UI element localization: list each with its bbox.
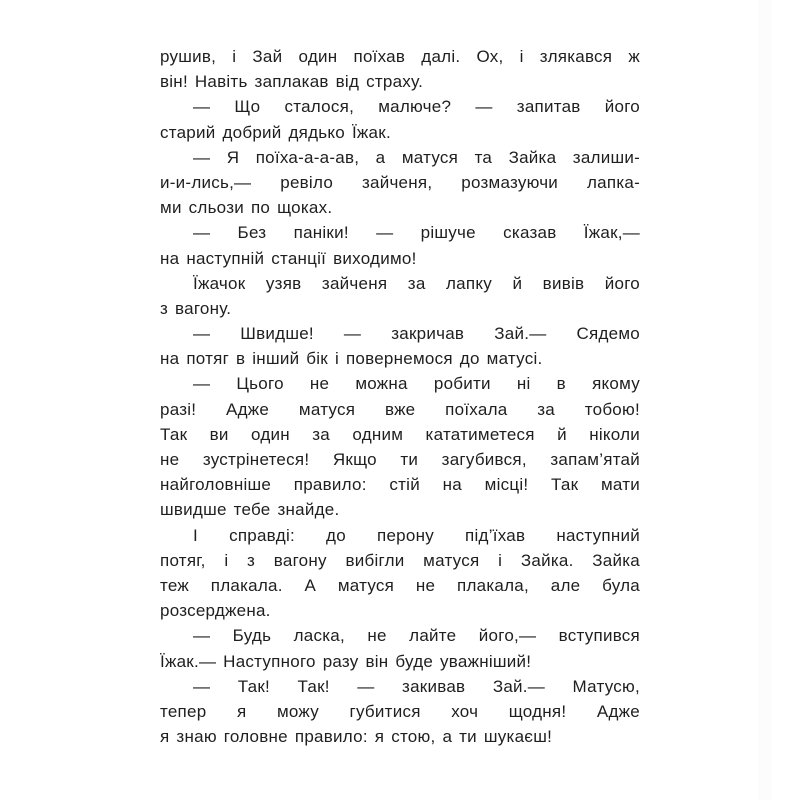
text-line: на потяг в інший бік і повернемося до матусі. [160, 349, 543, 369]
text-line: — Що сталося, малюче? — запитав його [193, 97, 640, 117]
paragraph [160, 674, 640, 750]
text-line: не зустрінетеся! Якщо ти загубився, запам’ятай [160, 450, 640, 469]
text-line: потяг, і з вагону вибігли матуся і Зайка. Зайка [160, 550, 640, 570]
text-line: Їжак.— Наступного разу він буде уважніший! [160, 651, 532, 671]
text-line: розсерджена. [160, 601, 271, 621]
paragraph [160, 94, 640, 144]
text-line: и-и-лись,— ревіло зайченя, розмазуючи лапка- [160, 172, 640, 192]
text-line: Так ви один за одним кататиметеся й ніколи [160, 424, 640, 444]
text-line: найголовніше правило: стій на місці! Так мати [160, 475, 640, 495]
story-text-block [160, 44, 640, 749]
text-line: рушив, і Зай один поїхав далі. Ох, і злякався ж [160, 47, 640, 66]
text-line: я знаю головне правило: я стою, а ти шукаєш! [160, 727, 553, 747]
paragraph [160, 44, 640, 94]
text-line: швидше тебе знайде. [160, 500, 340, 520]
text-line: на наступній станції виходимо! [160, 248, 417, 268]
paragraph [160, 623, 640, 673]
paragraph [160, 321, 640, 371]
text-line: — Цього не можна робити ні в якому [193, 374, 640, 394]
text-line: теж плакала. А матуся не плакала, але була [160, 575, 640, 595]
text-line: з вагону. [160, 298, 232, 318]
text-line: старий добрий дядько Їжак. [160, 122, 391, 142]
paragraph [160, 220, 640, 270]
text-line: — Будь ласка, не лайте його,— вступився [193, 626, 640, 646]
text-line: тепер я можу губитися хоч щодня! Адже [160, 701, 640, 721]
text-line: — Швидше! — закричав Зай.— Сядемо [193, 324, 640, 344]
text-line: — Без паніки! — рішуче сказав Їжак,— [193, 223, 640, 243]
text-line: він! Навіть заплакав від страху. [160, 72, 424, 92]
text-line: Їжачок узяв зайченя за лапку й вивів його [193, 273, 640, 293]
text-line: разі! Адже матуся вже поїхала за тобою! [160, 399, 640, 419]
paragraph [160, 371, 640, 522]
paragraph [160, 271, 640, 321]
text-line: І справді: до перону під’їхав наступний [193, 525, 640, 545]
paragraph [160, 523, 640, 624]
text-line: ми сльози по щоках. [160, 198, 333, 218]
paragraph [160, 145, 640, 221]
text-line: — Так! Так! — закивав Зай.— Матусю, [193, 676, 640, 696]
page-scan-edge-shading [758, 0, 772, 800]
text-line: — Я поїха-а-а-ав, а матуся та Зайка залиши- [193, 147, 640, 167]
